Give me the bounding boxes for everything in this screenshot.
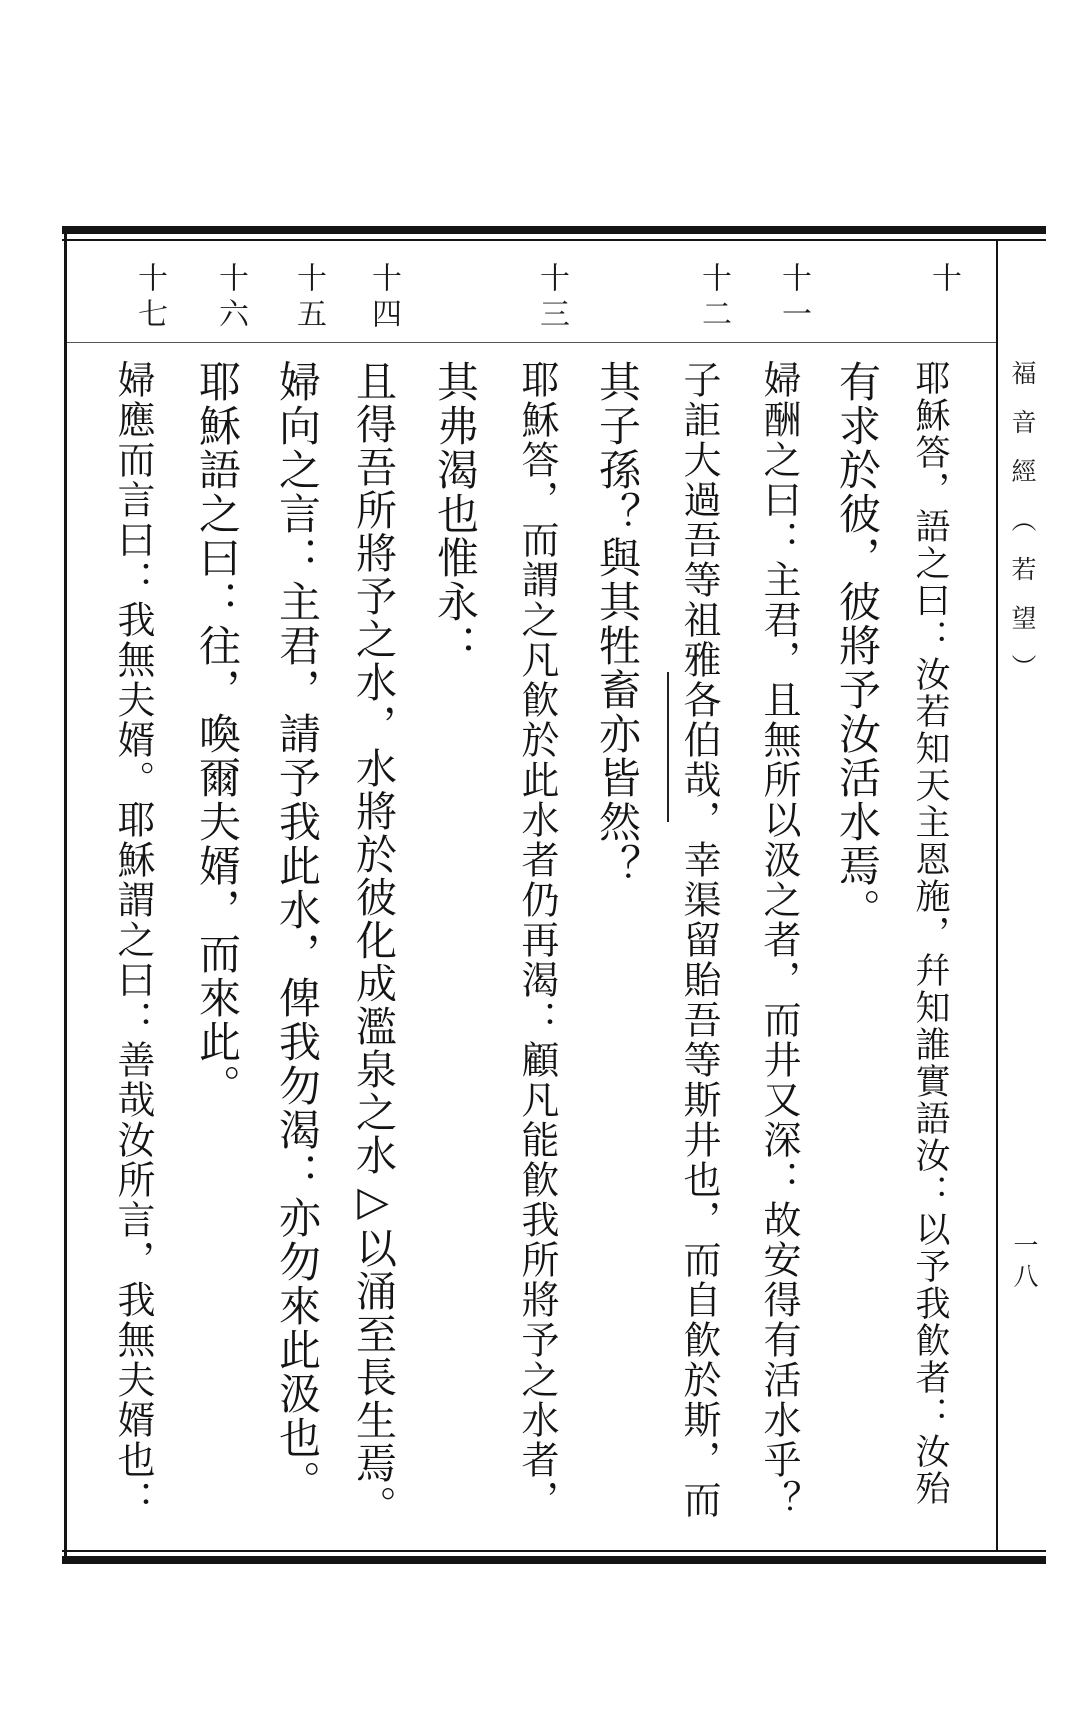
page-number: 一八 (1010, 1232, 1039, 1294)
top-border-thin (62, 239, 1046, 241)
verse-number: 十五 (291, 262, 326, 334)
verse-text-line: 婦酬之曰：主君，且無所以汲之者，而井又深：故安得有活水乎？ (757, 360, 801, 1520)
verse-number: 十 (926, 262, 961, 298)
verse-number: 十一 (776, 262, 811, 334)
verse-number: 十四 (366, 262, 401, 334)
verse-number: 十六 (213, 262, 248, 334)
left-border (64, 234, 67, 1556)
proper-name-mark (667, 672, 669, 822)
top-border-thick (62, 226, 1046, 234)
verse-text-line: 耶穌語之曰：往，喚爾夫婿，而來此。 (193, 360, 242, 1108)
verse-text-line: 婦向之言：主君，請予我此水，俾我勿渴：亦勿來此汲也。 (273, 360, 322, 1504)
verse-text-line: 耶穌答，語之曰：汝若知天主恩施，幷知誰實語汝：以予我飮者：汝殆 (910, 360, 950, 1507)
verse-text-line: 其子孫？與其牲畜亦皆然？ (593, 360, 642, 888)
bottom-border-thin (62, 1550, 1046, 1552)
verse-number: 十二 (696, 262, 731, 334)
verse-text-line: 婦應而言曰：我無夫婿。耶穌謂之曰：善哉汝所言，我無夫婿也： (111, 360, 155, 1520)
verse-text-line: 子詎大過吾等祖雅各伯哉，幸渠留貽吾等斯井也，而自飮於斯，而 (677, 360, 721, 1520)
verse-text-line: 有求於彼，彼將予汝活水焉。 (833, 360, 882, 932)
verse-text-line: 耶穌答，而謂之凡飮於此水者仍再渴：顧凡能飮我所將予之水者， (515, 360, 559, 1520)
right-border (996, 241, 998, 1551)
running-title: 福音經（若望） (1008, 360, 1037, 703)
verse-text-line: 其弗渴也惟永： (431, 360, 480, 668)
verse-text-line: 且得吾所將予之水，水將於彼化成濫泉之水▷以涌至長生焉。 (349, 360, 397, 1528)
verse-number-divider (67, 342, 996, 343)
verse-number: 十三 (534, 262, 569, 334)
verse-number: 十七 (132, 262, 167, 334)
bottom-border-thick (62, 1556, 1046, 1564)
